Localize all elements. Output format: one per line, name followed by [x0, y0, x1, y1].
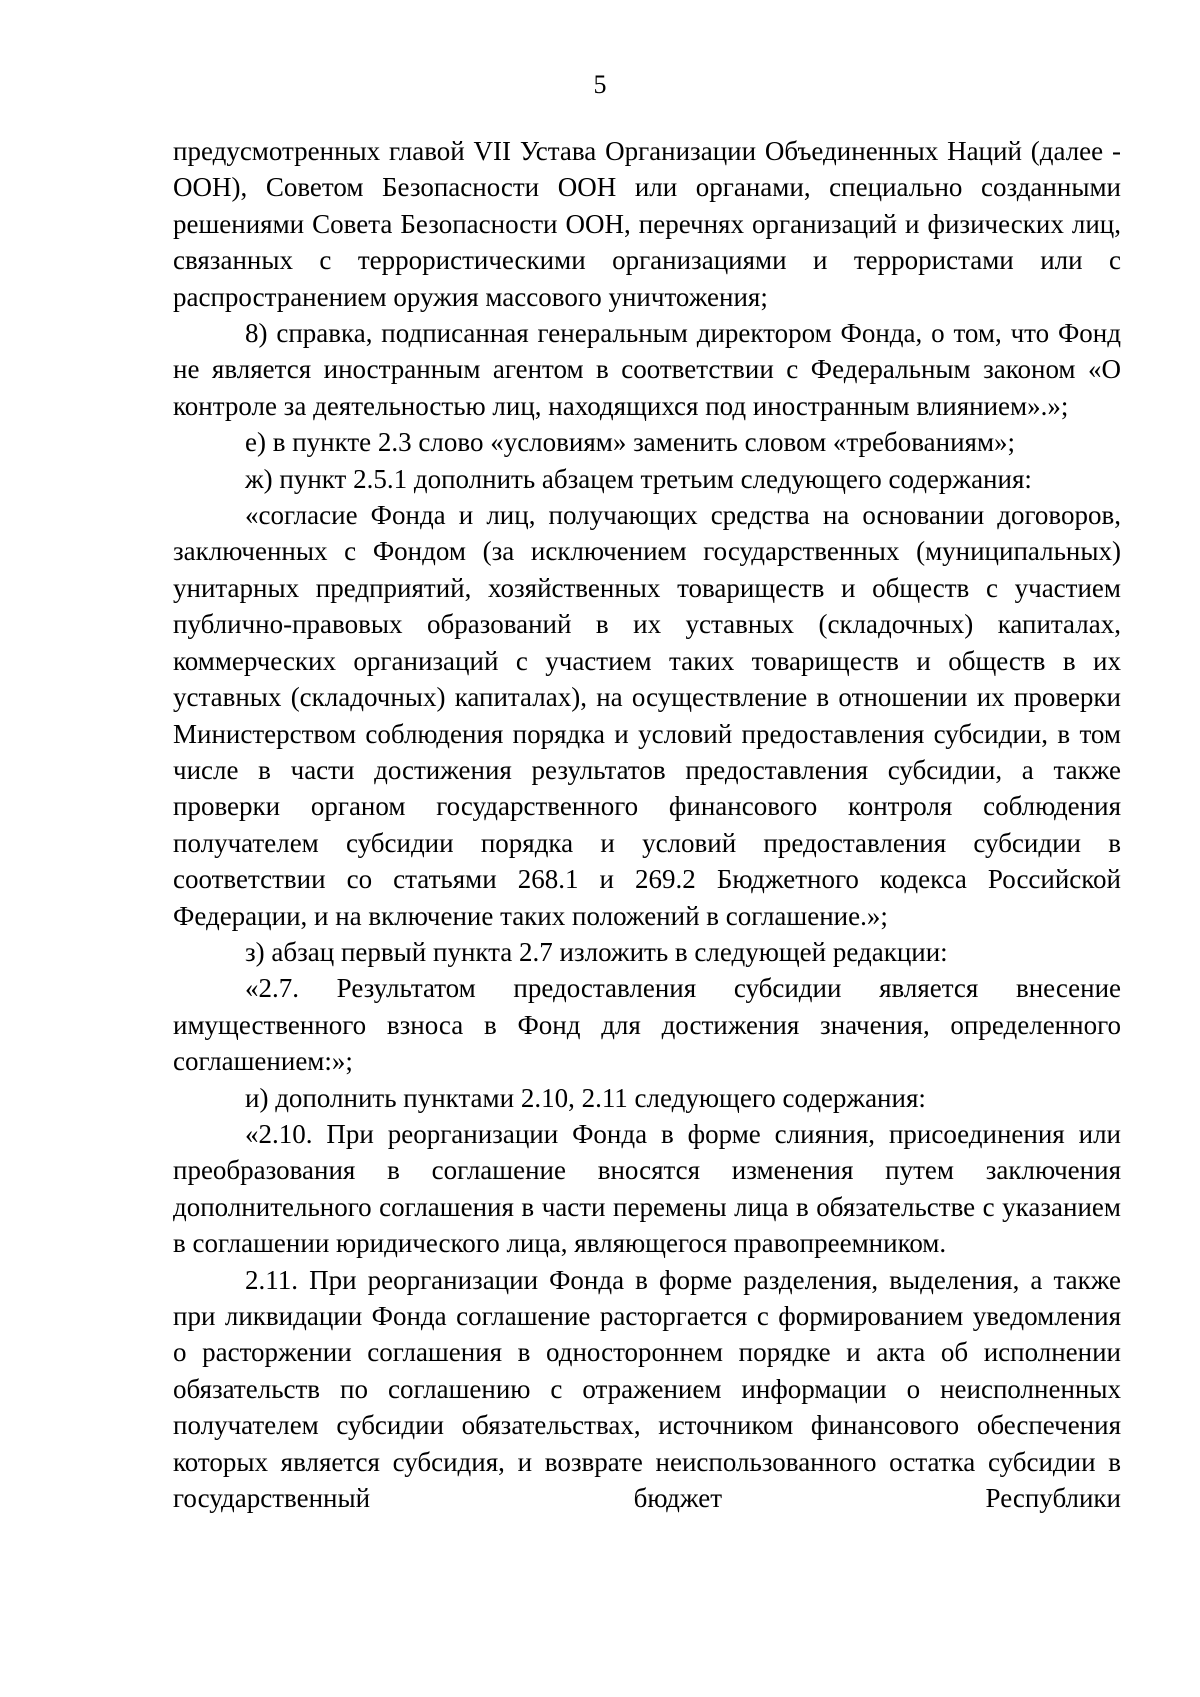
- paragraph-item-8-certificate: 8) справка, подписанная генеральным директором Фонда, о том, что Фонд не является иностранным агентом в соответствии с Федеральным законом «О контроле за деятельностью лиц, находящихся под иностранным влиянием».»;: [173, 318, 1121, 421]
- paragraph-clause-2-7: «2.7. Результатом предоставления субсидии является внесение имущественного взноса в Фонд для достижения значения, определенного соглашением:»;: [173, 973, 1121, 1077]
- paragraph-clause-2-11: 2.11. При реорганизации Фонда в форме разделения, выделения, а также при ликвидации Фонда соглашение расторгается с формированием уведомления о расторжении соглашения в одностороннем порядке и акта об исполнении обязательств по соглашению с отражением информации о неисполненных получателем субсидии обязательствах, источником финансового обеспечения которых является субсидия, и возврате неиспользованного остатка субсидии в государственный бюджет Республики: [173, 1264, 1121, 1514]
- paragraph-item-zh: ж) пункт 2.5.1 дополнить абзацем третьим следующего содержания:: [245, 463, 1032, 494]
- paragraph-item-i: и) дополнить пунктами 2.10, 2.11 следующего содержания:: [245, 1082, 926, 1113]
- paragraph-item-e: е) в пункте 2.3 слово «условиям» заменить словом «требованиям»;: [245, 427, 1016, 458]
- paragraph-clause-2-10: «2.10. При реорганизации Фонда в форме слияния, присоединения или преобразования в соглашение вносятся изменения путем заключения дополнительного соглашения в части перемены лица в обязательстве с указанием в соглашении юридического лица, являющегося правопреемником.: [173, 1118, 1121, 1259]
- paragraph-continuation: предусмотренных главой VII Устава Организации Объединенных Наций (далее - ООН), Советом Безопасности ООН или органами, специально созданными решениями Совета Безопасности ООН, перечнях организаций и физических лиц, связанных с террористическими организациями и террористами или с распространением оружия массового уничтожения;: [173, 136, 1121, 312]
- document-body: [173, 133, 1121, 1516]
- paragraph-consent-quote: «согласие Фонда и лиц, получающих средства на основании договоров, заключенных с Фондом (за исключением государственных (муниципальных) унитарных предприятий, хозяйственных товариществ и обществ с участием публично-правовых образований в их уставных (складочных) капиталах, коммерческих организаций с участием таких товариществ и обществ в их уставных (складочных) капиталах), на осуществление в отношении их проверки Министерством соблюдения порядка и условий предоставления субсидии, в том числе в части достижения результатов предоставления субсидии, а также проверки органом государственного финансового контроля соблюдения получателем субсидии порядка и условий предоставления субсидии в соответствии со статьями 268.1 и 269.2 Бюджетного кодекса Российской Федерации, и на включение таких положений в соглашение.»;: [173, 500, 1121, 931]
- page-number: 5: [593, 70, 607, 99]
- paragraph-item-z: з) абзац первый пункта 2.7 изложить в следующей редакции:: [245, 936, 948, 967]
